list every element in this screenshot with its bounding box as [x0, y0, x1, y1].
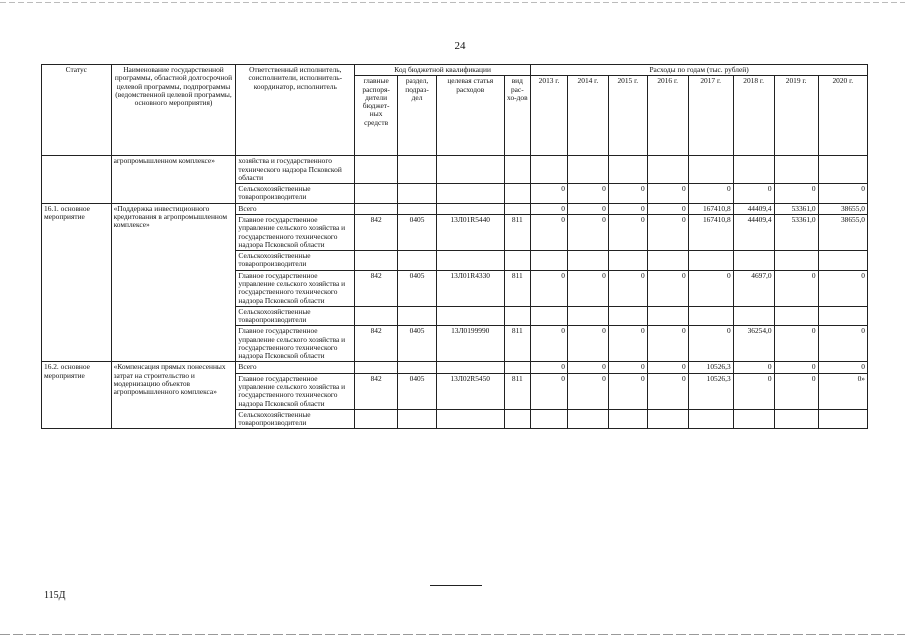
header-target-item: целевая статья расходов: [436, 76, 504, 156]
year-value-cell: 0: [647, 184, 688, 204]
empty-cell: [733, 156, 774, 184]
year-value-cell: 0: [774, 373, 818, 409]
year-value-cell: 36254,0: [733, 326, 774, 362]
year-value-cell: 53361,0: [774, 203, 818, 214]
year-value-cell: 0: [608, 362, 647, 373]
name-cell: «Компенсация прямых понесенных затрат на строительство и модернизацию объектов агропромышленного комплекса»: [111, 362, 236, 429]
year-value-cell: [647, 409, 688, 429]
executor-cell: Сельскохозяйственные товаропроизводители: [236, 409, 355, 429]
kbk-section-cell: 0405: [398, 214, 437, 250]
year-value-cell: 0: [774, 184, 818, 204]
empty-cell: [398, 184, 437, 204]
year-value-cell: 0: [531, 214, 568, 250]
empty-cell: [436, 156, 504, 184]
year-value-cell: 0: [818, 362, 867, 373]
year-value-cell: 0: [531, 362, 568, 373]
kbk-target-cell: [436, 306, 504, 326]
status-cell: [42, 156, 112, 203]
year-value-cell: [688, 306, 733, 326]
year-value-cell: 10526,3: [688, 362, 733, 373]
year-value-cell: 0: [774, 326, 818, 362]
kbk-admin-cell: 842: [355, 214, 398, 250]
year-value-cell: 44409,4: [733, 214, 774, 250]
header-year: 2017 г.: [688, 76, 733, 156]
executor-cell: Главное государственное управление сельского хозяйства и государственного технического надзора Псковской области: [236, 270, 355, 306]
empty-cell: [774, 156, 818, 184]
executor-cell: хозяйства и государственного технического надзора Псковской области: [236, 156, 355, 184]
year-value-cell: [688, 409, 733, 429]
kbk-section-cell: [398, 203, 437, 214]
kbk-target-cell: [436, 251, 504, 271]
year-value-cell: 0: [608, 184, 647, 204]
kbk-admin-cell: 842: [355, 270, 398, 306]
page-number: 24: [454, 40, 466, 52]
empty-cell: [647, 156, 688, 184]
kbk-type-cell: [504, 409, 531, 429]
year-value-cell: 0: [733, 362, 774, 373]
kbk-admin-cell: [355, 251, 398, 271]
year-value-cell: [818, 306, 867, 326]
year-value-cell: 0: [647, 373, 688, 409]
empty-cell: [608, 156, 647, 184]
year-value-cell: 0: [688, 184, 733, 204]
table-row: [42, 203, 868, 214]
year-value-cell: 0: [818, 184, 867, 204]
year-value-cell: 0: [647, 326, 688, 362]
empty-cell: [355, 184, 398, 204]
year-value-cell: 0: [567, 214, 608, 250]
year-value-cell: 0: [567, 203, 608, 214]
year-value-cell: 0: [531, 270, 568, 306]
kbk-admin-cell: 842: [355, 326, 398, 362]
year-value-cell: [733, 306, 774, 326]
year-value-cell: 0: [774, 362, 818, 373]
header-section: раздел, подраз-дел: [398, 76, 437, 156]
year-value-cell: 0: [608, 373, 647, 409]
year-value-cell: [774, 306, 818, 326]
year-value-cell: 0: [567, 326, 608, 362]
kbk-section-cell: 0405: [398, 270, 437, 306]
year-value-cell: 0: [647, 214, 688, 250]
table-row: [42, 362, 868, 373]
kbk-admin-cell: 842: [355, 373, 398, 409]
year-value-cell: 0: [608, 214, 647, 250]
kbk-section-cell: 0405: [398, 326, 437, 362]
year-value-cell: 0: [733, 184, 774, 204]
kbk-target-cell: [436, 203, 504, 214]
year-value-cell: 0: [647, 362, 688, 373]
empty-cell: [436, 184, 504, 204]
year-value-cell: 0»: [818, 373, 867, 409]
year-value-cell: [531, 409, 568, 429]
year-value-cell: [688, 251, 733, 271]
status-cell: 16.2. основное мероприятие: [42, 362, 112, 429]
year-value-cell: 0: [647, 270, 688, 306]
year-value-cell: 0: [818, 270, 867, 306]
executor-cell: Главное государственное управление сельского хозяйства и государственного технического надзора Псковской области: [236, 373, 355, 409]
year-value-cell: 0: [531, 203, 568, 214]
header-year: 2018 г.: [733, 76, 774, 156]
kbk-target-cell: [436, 409, 504, 429]
year-value-cell: [818, 409, 867, 429]
kbk-section-cell: [398, 251, 437, 271]
year-value-cell: 0: [531, 373, 568, 409]
document-code: 115Д: [44, 590, 66, 601]
kbk-type-cell: 811: [504, 373, 531, 409]
empty-cell: [504, 184, 531, 204]
kbk-type-cell: 811: [504, 326, 531, 362]
executor-cell: Главное государственное управление сельского хозяйства и государственного технического надзора Псковской области: [236, 214, 355, 250]
year-value-cell: [608, 409, 647, 429]
year-value-cell: 0: [733, 373, 774, 409]
kbk-target-cell: [436, 362, 504, 373]
kbk-type-cell: 811: [504, 214, 531, 250]
year-value-cell: [567, 251, 608, 271]
empty-cell: [355, 156, 398, 184]
header-year: 2013 г.: [531, 76, 568, 156]
header-expense-type: вид рас-хо-дов: [504, 76, 531, 156]
year-value-cell: 0: [608, 203, 647, 214]
kbk-type-cell: [504, 306, 531, 326]
year-value-cell: 0: [608, 270, 647, 306]
budget-table: [41, 64, 868, 429]
empty-cell: [688, 156, 733, 184]
executor-cell: Всего: [236, 203, 355, 214]
kbk-target-cell: 13Л0199990: [436, 326, 504, 362]
empty-cell: [504, 156, 531, 184]
header-executor: Ответственный исполнитель, соисполнители, исполнитель-координатор, исполнитель: [236, 65, 355, 156]
year-value-cell: [733, 409, 774, 429]
year-value-cell: [733, 251, 774, 271]
header-year: 2014 г.: [567, 76, 608, 156]
year-value-cell: 0: [818, 326, 867, 362]
footer-divider: [430, 585, 482, 586]
year-value-cell: 53361,0: [774, 214, 818, 250]
status-cell: 16.1. основное мероприятие: [42, 203, 112, 362]
year-value-cell: 4697,0: [733, 270, 774, 306]
year-value-cell: 0: [567, 373, 608, 409]
header-main-admin: главные распоря-дители бюджет-ных средств: [355, 76, 398, 156]
scan-artifact-top: [0, 2, 905, 3]
kbk-admin-cell: [355, 203, 398, 214]
year-value-cell: 0: [567, 362, 608, 373]
year-value-cell: 38655,0: [818, 214, 867, 250]
executor-cell: Главное государственное управление сельского хозяйства и государственного технического надзора Псковской области: [236, 326, 355, 362]
year-value-cell: 167410,8: [688, 203, 733, 214]
year-value-cell: 0: [567, 184, 608, 204]
year-value-cell: [567, 306, 608, 326]
header-budget-code: Код бюджетной квалификации: [355, 65, 531, 76]
name-cell: агропромышленном комплексе»: [111, 156, 236, 203]
header-name: Наименование государственной программы, областной долгосрочной целевой программы, подпрограммы (ведомственной целевой программы, основного мероприятия): [111, 65, 236, 156]
empty-cell: [818, 156, 867, 184]
kbk-target-cell: 13Л02R5450: [436, 373, 504, 409]
year-value-cell: 0: [647, 203, 688, 214]
year-value-cell: 0: [608, 326, 647, 362]
empty-cell: [531, 156, 568, 184]
year-value-cell: 38655,0: [818, 203, 867, 214]
name-cell: «Поддержка инвестиционного кредитования в агропромышленном комплексе»: [111, 203, 236, 362]
year-value-cell: 0: [531, 326, 568, 362]
header-year: 2020 г.: [818, 76, 867, 156]
executor-cell: Сельскохозяйственные товаропроизводители: [236, 306, 355, 326]
kbk-section-cell: [398, 306, 437, 326]
header-status: Статус: [42, 65, 112, 156]
year-value-cell: [531, 306, 568, 326]
header-year: 2015 г.: [608, 76, 647, 156]
year-value-cell: [608, 251, 647, 271]
kbk-target-cell: 13Л01R4330: [436, 270, 504, 306]
year-value-cell: [647, 306, 688, 326]
executor-cell: Сельскохозяйственные товаропроизводители: [236, 184, 355, 204]
empty-cell: [567, 156, 608, 184]
year-value-cell: [818, 251, 867, 271]
kbk-type-cell: [504, 251, 531, 271]
empty-cell: [398, 156, 437, 184]
year-value-cell: [647, 251, 688, 271]
header-year: 2016 г.: [647, 76, 688, 156]
executor-cell: Всего: [236, 362, 355, 373]
kbk-type-cell: [504, 362, 531, 373]
kbk-section-cell: 0405: [398, 373, 437, 409]
kbk-admin-cell: [355, 362, 398, 373]
year-value-cell: 44409,4: [733, 203, 774, 214]
header-expenses: Расходы по годам (тыс. рублей): [531, 65, 868, 76]
year-value-cell: 0: [688, 326, 733, 362]
table-row: [42, 156, 868, 184]
kbk-section-cell: [398, 362, 437, 373]
kbk-admin-cell: [355, 409, 398, 429]
year-value-cell: 0: [688, 270, 733, 306]
year-value-cell: [774, 409, 818, 429]
scan-artifact-bottom: [0, 634, 905, 635]
kbk-type-cell: 811: [504, 270, 531, 306]
year-value-cell: 167410,8: [688, 214, 733, 250]
executor-cell: Сельскохозяйственные товаропроизводители: [236, 251, 355, 271]
year-value-cell: [608, 306, 647, 326]
year-value-cell: [567, 409, 608, 429]
year-value-cell: [531, 251, 568, 271]
year-value-cell: 0: [567, 270, 608, 306]
year-value-cell: 10526,3: [688, 373, 733, 409]
year-value-cell: 0: [531, 184, 568, 204]
kbk-target-cell: 13Л01R5440: [436, 214, 504, 250]
kbk-section-cell: [398, 409, 437, 429]
kbk-type-cell: [504, 203, 531, 214]
kbk-admin-cell: [355, 306, 398, 326]
year-value-cell: [774, 251, 818, 271]
header-year: 2019 г.: [774, 76, 818, 156]
year-value-cell: 0: [774, 270, 818, 306]
